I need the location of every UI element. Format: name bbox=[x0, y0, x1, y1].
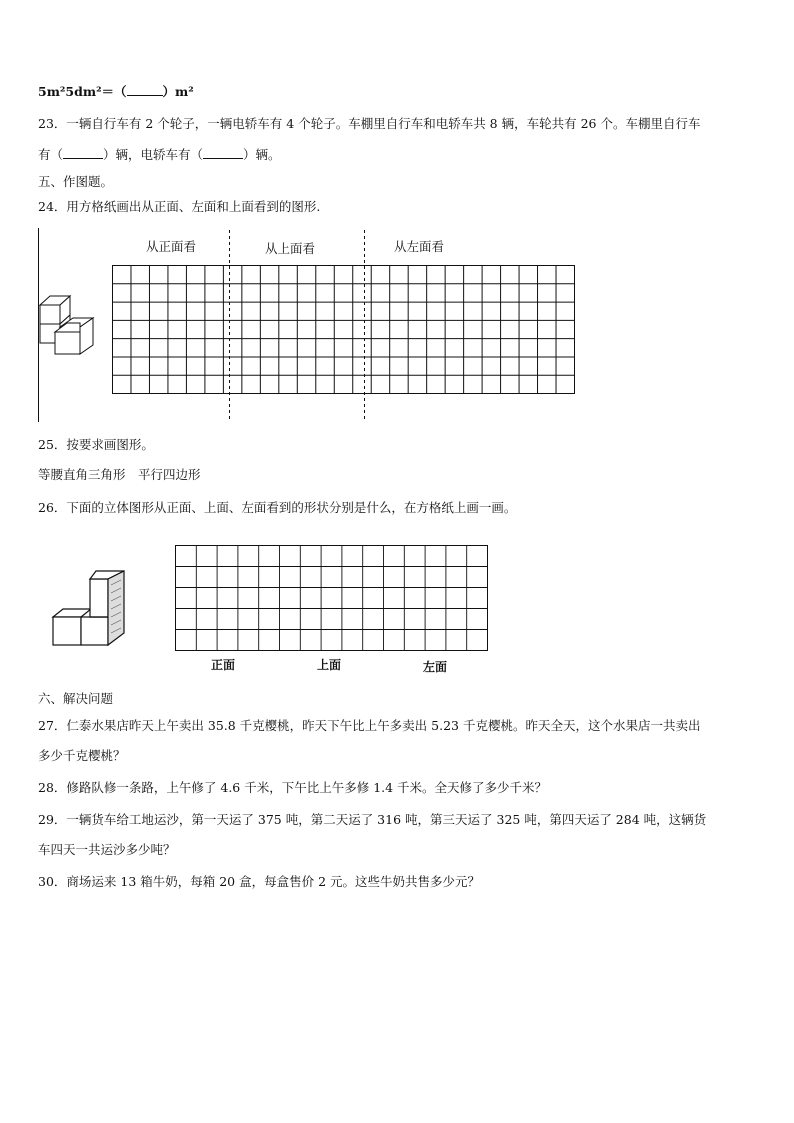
q24-grid bbox=[113, 266, 575, 394]
q24-label-top: 从上面看 bbox=[265, 241, 316, 256]
q28-text: 28．修路队修一条路，上午修了 4.6 千米，下午比上午多修 1.4 千米。全天修了多少千米？ bbox=[38, 780, 548, 795]
q22-pre: 5m²5dm²＝（ bbox=[38, 84, 127, 99]
q23-post: ）辆。 bbox=[243, 147, 281, 162]
q27-line1: 27．仁泰水果店昨天上午卖出 35.8 千克樱桃，昨天下午比上午多卖出 5.23 千克樱桃。昨天全天，这个水果店一共卖出 bbox=[38, 718, 701, 733]
section-5-heading: 五、作图题。 bbox=[38, 174, 114, 189]
q25-text: 25．按要求画图形。 bbox=[38, 437, 154, 452]
q23-pre: 有（ bbox=[38, 147, 64, 162]
q24-text: 24．用方格纸画出从正面、左面和上面看到的图形. bbox=[38, 199, 321, 214]
q25-shapes: 等腰直角三角形 平行四边形 bbox=[38, 467, 201, 482]
q23-line1: 23．一辆自行车有 2 个轮子，一辆电轿车有 4 个轮子。车棚里自行车和电轿车共 8 辆，车轮共有 26 个。车棚里自行车 bbox=[38, 116, 701, 131]
q24-grid-lines bbox=[113, 266, 575, 394]
q26-grid bbox=[176, 546, 488, 651]
q26-figure bbox=[0, 530, 794, 680]
q24-label-left: 从左面看 bbox=[394, 239, 445, 254]
q29-line2: 车四天一共运沙多少吨？ bbox=[38, 842, 176, 857]
q24-cube-stack bbox=[40, 296, 93, 354]
q29-line1: 29．一辆货车给工地运沙，第一天运了 375 吨，第二天运了 316 吨，第三天运了 325 吨，第四天运了 284 吨，这辆货 bbox=[38, 812, 707, 827]
q26-label-top: 上面 bbox=[317, 658, 342, 672]
q26-label-left: 左面 bbox=[423, 660, 448, 674]
q30-text: 30．商场运来 13 箱牛奶，每箱 20 盒，每盒售价 2 元。这些牛奶共售多少元？ bbox=[38, 874, 481, 889]
q26-text: 26．下面的立体图形从正面、上面、左面看到的形状分别是什么，在方格纸上画一画。 bbox=[38, 500, 517, 515]
q26-label-front: 正面 bbox=[211, 658, 236, 672]
q26-grid-lines bbox=[176, 546, 488, 651]
q24-label-front: 从正面看 bbox=[146, 239, 197, 254]
q22-post: ）m² bbox=[162, 84, 194, 99]
section-6-heading: 六、解决问题 bbox=[38, 691, 114, 706]
q27-line2: 多少千克樱桃？ bbox=[38, 748, 126, 763]
q23-mid: ）辆，电轿车有（ bbox=[103, 147, 204, 162]
q24-figure bbox=[0, 0, 794, 430]
